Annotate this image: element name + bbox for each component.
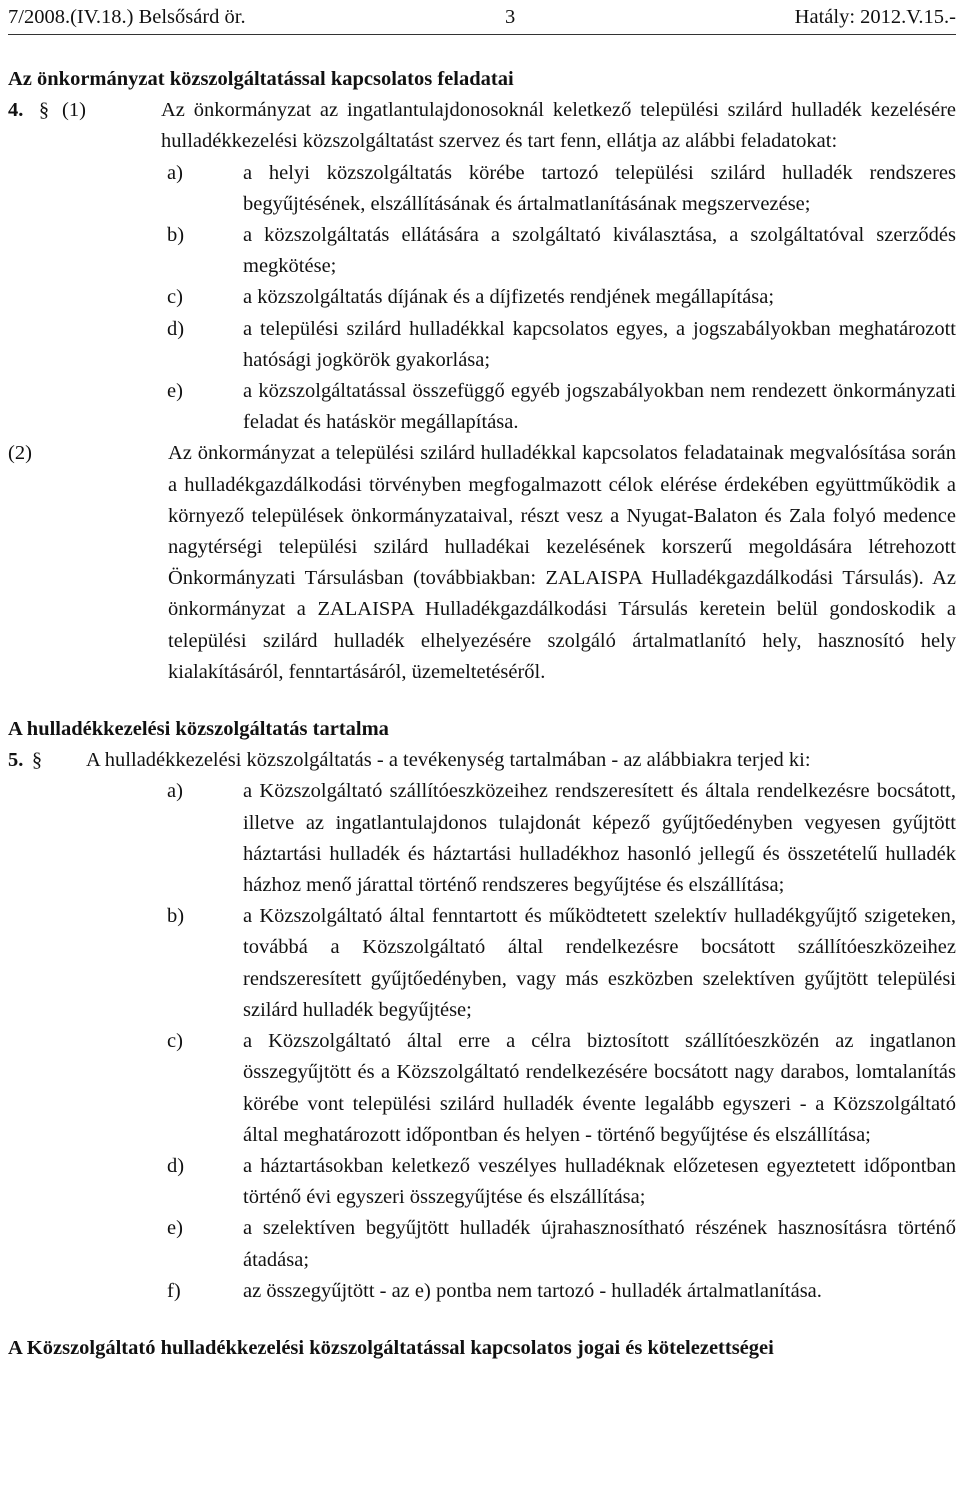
list-item	[167, 220, 956, 282]
item-text: a közszolgáltatás ellátására a szolgáltató kiválasztása, a szolgáltatóval szerződés megkötése;	[243, 224, 956, 278]
list-item	[167, 1276, 956, 1307]
item-letter: b)	[167, 905, 185, 928]
item-text: az összegyűjtött - az e) pontba nem tartozó - hulladék ártalmatlanítása.	[243, 1279, 822, 1302]
list-item	[167, 1151, 956, 1213]
paragraph-2-text: Az önkormányzat a települési szilárd hulladékkal kapcsolatos feladatainak megvalósítása során a hulladékgazdálkodási törvényben megfogalmazott célok elérése érdekében együttműködik a környező települések önkormányzataival, részt vesz a Nyugat-Balaton és Zala folyó medence nagytérségi települési szilárd hulladékai kezelésének korszerű megoldására létrehozott Önkormányzati Társulásban (továbbiakban: ZALAISPA Hulladékgazdálkodási Társulás). Az önkormányzat a ZALAISPA Hulladékgazdálkodási Társulás keretein belül gondoskodik a települési szilárd hulladék elhelyezésére szolgáló ártalmatlanító hely, hasznosító hely kialakításáról, fenntartásáról, üzemeltetéséről.	[168, 442, 956, 683]
item-text: a közszolgáltatás díjának és a díjfizetés rendjének megállapítása;	[243, 286, 775, 309]
header-effective-date: Hatály: 2012.V.15.-	[794, 6, 956, 28]
item-text: a Közszolgáltató szállítóeszközeihez rendszeresített és általa rendelkezésre bocsátott, illetve az ingatlantulajdonos tulajdonát képező gyűjtőedényben vegyesen gyűjtött háztartási hulladék és háztartási hulladékhoz hasonló jellegű és összetételű hulladék házhoz menő járattal történő rendszeres begyűjtése és elszállítása;	[243, 780, 956, 897]
header-regulation-id: 7/2008.(IV.18.) Belsősárd ör.	[8, 6, 246, 28]
page-header	[8, 0, 956, 35]
section-symbol: §	[31, 749, 43, 772]
header-page-number: 3	[505, 6, 516, 28]
section-6-heading: A Közszolgáltató hulladékkezelési közszolgáltatással kapcsolatos jogai és kötelezettségei	[8, 1336, 774, 1359]
item-letter: d)	[167, 317, 185, 340]
item-letter: a)	[167, 161, 183, 184]
item-letter: e)	[167, 1217, 183, 1240]
paragraph-1-number: (1)	[62, 99, 86, 122]
section-5-number: 5.	[8, 749, 24, 772]
section-4-heading: Az önkormányzat közszolgáltatással kapcsolatos feladatai	[8, 68, 514, 90]
item-letter: c)	[167, 286, 183, 309]
item-letter: a)	[167, 780, 183, 803]
list-item	[167, 376, 956, 438]
item-text: a Közszolgáltató által erre a célra biztosított szállítóeszközén az ingatlanon összegyűjtött és a Közszolgáltató rendelkezésére bocsátott nagy darabos, lomtalanítás körébe vont települési szilárd hulladék évente legalább egyszeri - a Közszolgáltató által meghatározott időpontban és helyen - történő begyűjtése és elszállítása;	[243, 1030, 956, 1146]
section-4-number: 4.	[8, 99, 24, 122]
section-symbol: §	[38, 99, 50, 122]
paragraph-1-text: Az önkormányzat az ingatlantulajdonosoknál keletkező települési szilárd hulladék kezelésére hulladékkezelési közszolgáltatást szervez és tart fenn, ellátja az alábbi feladatokat:	[161, 99, 956, 153]
list-item	[167, 314, 956, 376]
section-5-item-list	[167, 776, 956, 1306]
section-4-paragraph-2	[8, 438, 956, 688]
section-5-intro	[8, 745, 956, 776]
list-item	[167, 158, 956, 220]
item-text: a háztartásokban keletkező veszélyes hulladéknak előzetesen egyeztetett időpontban történő évi egyszeri összegyűjtése és elszállítása;	[243, 1154, 956, 1209]
item-text: a szelektíven begyűjtött hulladék újrahasznosítható részének hasznosításra történő átadása;	[243, 1217, 956, 1271]
item-letter: f)	[167, 1279, 181, 1302]
item-letter: d)	[167, 1154, 185, 1177]
section-4-paragraph-1	[8, 95, 956, 157]
item-letter: e)	[167, 380, 183, 403]
section-4-item-list	[167, 158, 956, 439]
item-text: a közszolgáltatással összefüggő egyéb jogszabályokban nem rendezett önkormányzati feladat és hatáskör megállapítása.	[243, 380, 956, 434]
list-item	[167, 901, 956, 1026]
list-item	[167, 1026, 956, 1151]
list-item	[167, 1213, 956, 1275]
item-text: a helyi közszolgáltatás körébe tartozó települési szilárd hulladék rendszeres begyűjtésének, elszállításának és ártalmatlanításának megszervezése;	[243, 161, 956, 215]
section-5-heading: A hulladékkezelési közszolgáltatás tartalma	[8, 718, 389, 741]
paragraph-2-number: (2)	[8, 442, 32, 465]
item-text: a Közszolgáltató által fenntartott és működtetett szelektív hulladékgyűjtő szigeteken, továbbá a Közszolgáltató által rendelkezésre bocsátott szállítóeszközeihez rendszeresített gyűjtőedényben, vagy más eszközben szelektíven gyűjtött települési szilárd hulladék begyűjtése;	[243, 905, 956, 1021]
section-5-intro-text: A hulladékkezelési közszolgáltatás - a tevékenység tartalmában - az alábbiakra terjed ki:	[86, 749, 811, 772]
item-text: a települési szilárd hulladékkal kapcsolatos egyes, a jogszabályokban meghatározott hatósági jogkörök gyakorlása;	[243, 317, 956, 371]
item-letter: b)	[167, 224, 185, 247]
list-item	[167, 282, 956, 313]
item-letter: c)	[167, 1030, 183, 1053]
list-item	[167, 776, 956, 901]
